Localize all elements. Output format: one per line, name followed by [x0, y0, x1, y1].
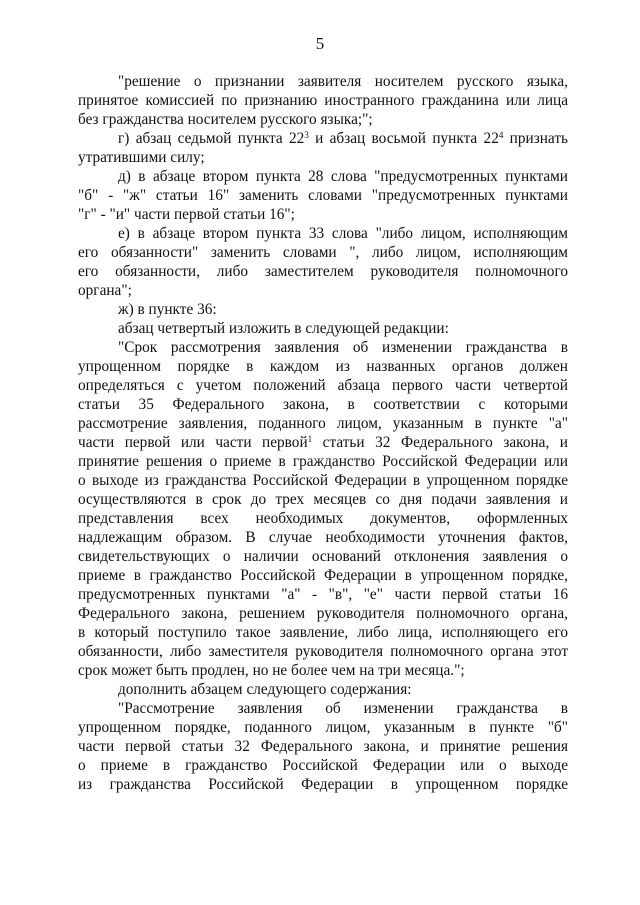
- text-line: "г" - "и" части первой статьи 16";: [78, 206, 295, 223]
- text-line: надлежащим образом. В случае необходимости уточнения фактов,: [78, 529, 568, 546]
- text-fragment: части первой или части первой: [78, 434, 308, 451]
- new-paragraph-content: [78, 699, 568, 794]
- text-line: рассмотрение заявления, поданного лицом, указанным в пункте "а": [78, 415, 568, 432]
- new-wording-paragraph: [78, 338, 568, 680]
- text-line: его обязанности, либо заместителем руководителя полномочного: [78, 263, 568, 280]
- text-line: ж) в пункте 36:: [118, 301, 217, 318]
- text-line: из гражданства Российской Федерации в упрощенном порядке: [78, 776, 568, 793]
- text-line: принятие решения о приеме в гражданство Российской Федерации или: [78, 453, 568, 470]
- text-line: принятое комиссией по признанию иностранного гражданина или лица: [78, 92, 568, 109]
- superscript: 1: [307, 434, 313, 444]
- text-line: утратившими силу;: [78, 149, 205, 166]
- document-body: [78, 72, 568, 794]
- text-line: статьи 35 Федерального закона, в соответствии с которыми: [78, 396, 568, 413]
- text-line: определяться с учетом положений абзаца первого части четвертой: [78, 377, 568, 394]
- quoted-decision-paragraph: [78, 72, 568, 129]
- text-line: осуществляются в срок до трех месяцев со дня подачи заявления и: [78, 491, 568, 508]
- superscript: 4: [498, 130, 504, 140]
- text-line: органа";: [78, 282, 132, 299]
- text-line: д) в абзаце втором пункта 28 слова "предусмотренных пунктами: [118, 168, 568, 185]
- text-line: "решение о признании заявителя носителем русского языка,: [118, 73, 568, 90]
- superscript: 3: [304, 130, 309, 140]
- text-line: о выходе из гражданства Российской Федерации в упрощенном порядке: [78, 472, 568, 489]
- text-line: приеме в гражданство Российской Федерации в упрощенном порядке,: [78, 567, 568, 584]
- item-d-paragraph: [78, 167, 568, 224]
- text-fragment: признать: [503, 130, 568, 147]
- page-number: 5: [315, 34, 325, 53]
- text-line: предусмотренных пунктами "а" - "в", "е" части первой статьи 16: [78, 586, 568, 603]
- paragraph-four-instruction: [78, 319, 568, 338]
- text-line: его обязанности" заменить словами ", либо лицом, исполняющим: [78, 244, 568, 261]
- text-line: обязанности, либо заместителя руководителя полномочного органа этот: [78, 643, 568, 660]
- text-line: о приеме в гражданство Российской Федерации или о выходе: [78, 757, 568, 774]
- text-fragment: статьи 32 Федерального закона, и: [312, 434, 568, 451]
- text-line: "Рассмотрение заявления об изменении гражданства в: [118, 700, 568, 717]
- text-line: е) в абзаце втором пункта 33 слова "либо лицом, исполняющим: [118, 225, 568, 242]
- text-line: представления всех необходимых документов, оформленных: [78, 510, 568, 527]
- text-line: упрощенном порядке, поданного лицом, указанным в пункте "б": [78, 719, 568, 736]
- text-line: "б" - "ж" статьи 16" заменить словами "предусмотренных пунктами: [78, 187, 568, 204]
- add-paragraph-instruction: [78, 680, 568, 699]
- text-fragment: г) абзац седьмой пункта 22: [118, 130, 305, 147]
- text-line: дополнить абзацем следующего содержания:: [118, 681, 412, 698]
- text-line: упрощенном порядке в каждом из названных органов должен: [78, 358, 568, 375]
- text-line: [78, 129, 568, 148]
- text-line: срок может быть продлен, но не более чем на три месяца.";: [78, 662, 465, 679]
- text-line: в который поступило такое заявление, либо лица, исполняющего его: [78, 624, 568, 641]
- text-line: свидетельствующих о наличии оснований отклонения заявления о: [78, 548, 568, 565]
- text-line: части первой статьи 32 Федерального закона, и принятие решения: [78, 738, 568, 755]
- text-line: "Срок рассмотрения заявления об изменении гражданства в: [118, 339, 568, 356]
- text-line: [78, 433, 568, 452]
- text-line: абзац четвертый изложить в следующей редакции:: [118, 320, 449, 337]
- text-line: Федерального закона, решением руководителя полномочного органа,: [78, 605, 568, 622]
- text-fragment: и абзац восьмой пункта 22: [308, 130, 499, 147]
- item-zh-paragraph: [78, 300, 568, 319]
- item-g-paragraph: [78, 129, 568, 167]
- text-line: без гражданства носителем русского языка;";: [78, 111, 373, 128]
- item-e-paragraph: [78, 224, 568, 300]
